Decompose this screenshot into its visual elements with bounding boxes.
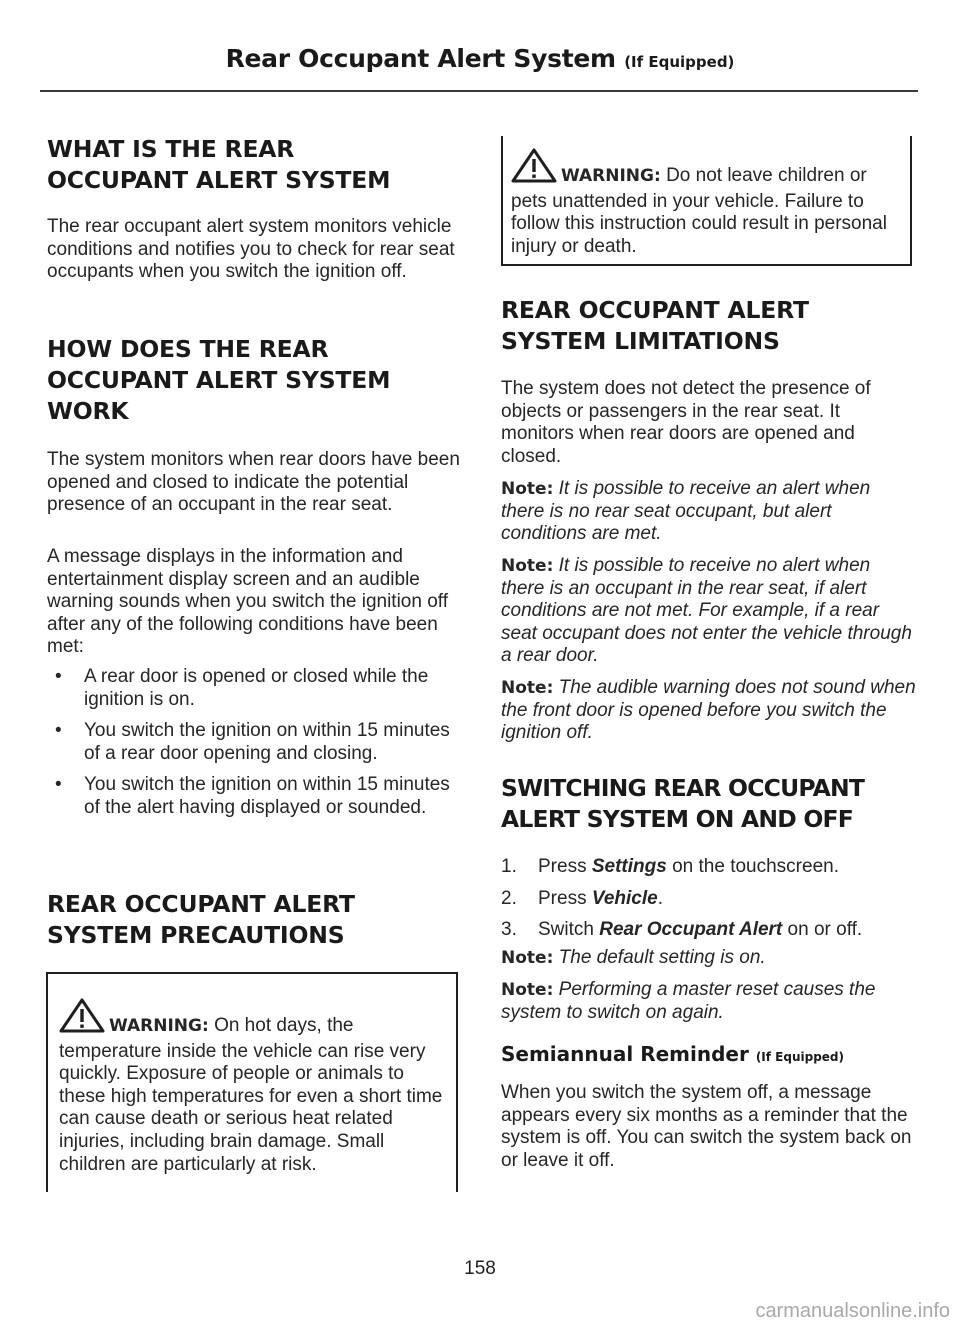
what-heading [47,134,467,196]
limitations-heading [501,295,921,357]
note-label: Note: [501,479,554,499]
limitations-body: The system does not detect the presence of objects or passengers in the rear seat. It monitors when rear doors are opened and closed. [501,378,871,467]
warning-children-text [511,148,903,258]
step-number: 3. [501,919,517,941]
step-text: . [657,887,663,909]
note-text: It is possible to receive no alert when there is an occupant in the rear seat, if alert conditions are not met. For example, if a rear seat occupant does not enter the vehicle through a rear door. [501,555,912,667]
note-label: Note: [501,678,554,698]
switching-heading-line-2: ALERT SYSTEM ON AND OFF [501,805,854,833]
warning-heat-text [59,998,449,1176]
page-title-text: Rear Occupant Alert System [225,44,616,73]
step-item [501,919,917,942]
note-text: It is possible to receive an alert when there is no rear seat occupant, but alert conditions are met. [501,478,871,545]
steps-list [501,856,917,942]
switching-heading [501,773,931,835]
list-item [47,774,459,819]
semiannual-qualifier: (If Equipped) [755,1050,844,1064]
step-number: 2. [501,887,517,909]
page-number: 158 [464,1258,496,1279]
warning-box-heat [46,972,458,1192]
what-heading-line-2: OCCUPANT ALERT SYSTEM [47,166,391,194]
list-item [47,720,459,765]
how-body-2: A message displays in the information and entertainment display screen and an audible warning sounds when you switch the ignition off after any of the following conditions have been met: [47,546,449,658]
note-label: Note: [501,948,554,968]
note-label: Note: [501,556,554,576]
condition-list [47,666,459,820]
header-divider [40,90,918,92]
bullet-marker: • [55,666,62,687]
how-heading-line-2: OCCUPANT ALERT SYSTEM [47,366,391,394]
warning-triangle-icon [511,148,557,191]
warning-body: On hot days, the temperature inside the vehicle can rise very quickly. Exposure of people or animals to these high temperatures for even a short time can cause death or serious heat related injuries, including brain damage. Small children are particularly at risk. [59,1015,443,1175]
list-item-text: A rear door is opened or closed while the ignition is on. [84,666,429,710]
precautions-heading-line-2: SYSTEM PRECAUTIONS [47,921,345,949]
warning-label: WARNING: [561,166,661,186]
step-emphasis: Settings [591,856,667,877]
limitations-heading-line-2: SYSTEM LIMITATIONS [501,327,780,355]
bullet-marker: • [55,774,62,796]
how-heading [47,334,467,427]
note-2 [501,555,917,668]
page-title [0,44,960,73]
switching-heading-line-1: SWITCHING REAR OCCUPANT [501,774,865,802]
semiannual-body: When you switch the system off, a message appears every six months as a reminder that the system is off. You can switch the system back on or leave it off. [501,1082,912,1171]
precautions-heading [47,889,467,951]
limitations-heading-line-1: REAR OCCUPANT ALERT [501,296,809,324]
note-5 [501,979,917,1024]
step-text: Switch [538,919,600,941]
step-text: on the touchscreen. [666,856,839,877]
step-text: Press [538,856,592,877]
step-emphasis: Vehicle [591,887,658,909]
note-1 [501,478,917,546]
note-label: Note: [501,980,554,1000]
warning-body: Do not leave children or pets unattended in your vehicle. Failure to follow this instruction could result in personal injury or death. [511,165,887,257]
step-text: on or off. [782,919,863,941]
watermark[interactable]: carmanualsonline.info [755,1300,950,1322]
semiannual-heading [501,1040,917,1071]
warning-box-children [501,136,912,266]
note-4 [501,947,917,970]
precautions-heading-line-1: REAR OCCUPANT ALERT [47,890,355,918]
bullet-marker: • [55,720,62,742]
how-heading-line-1: HOW DOES THE REAR [47,335,329,363]
step-text: Press [538,887,592,909]
note-text: The audible warning does not sound when the front door is opened before you switch the ignition off. [501,677,916,744]
list-item [47,666,459,711]
step-item [501,856,917,879]
note-text: Performing a master reset causes the system to switch on again. [501,979,876,1023]
how-heading-line-3: WORK [47,397,129,425]
semiannual-heading-text: Semiannual Reminder [501,1042,749,1066]
how-body-1: The system monitors when rear doors have been opened and closed to indicate the potential presence of an occupant in the rear seat. [47,449,460,516]
note-3 [501,677,917,745]
warning-triangle-icon [59,998,105,1041]
warning-label: WARNING: [109,1016,209,1036]
page-title-qualifier: (If Equipped) [624,53,735,71]
what-body: The rear occupant alert system monitors vehicle conditions and notifies you to check for rear seat occupants when you switch the ignition off. [47,216,455,283]
step-item [501,888,917,911]
note-text: The default setting is on. [558,947,766,968]
list-item-text: You switch the ignition on within 15 minutes of the alert having displayed or sounded. [84,774,450,818]
what-heading-line-1: WHAT IS THE REAR [47,135,295,163]
step-emphasis: Rear Occupant Alert [599,919,783,941]
step-number: 1. [501,856,517,877]
list-item-text: You switch the ignition on within 15 minutes of a rear door opening and closing. [84,720,450,764]
